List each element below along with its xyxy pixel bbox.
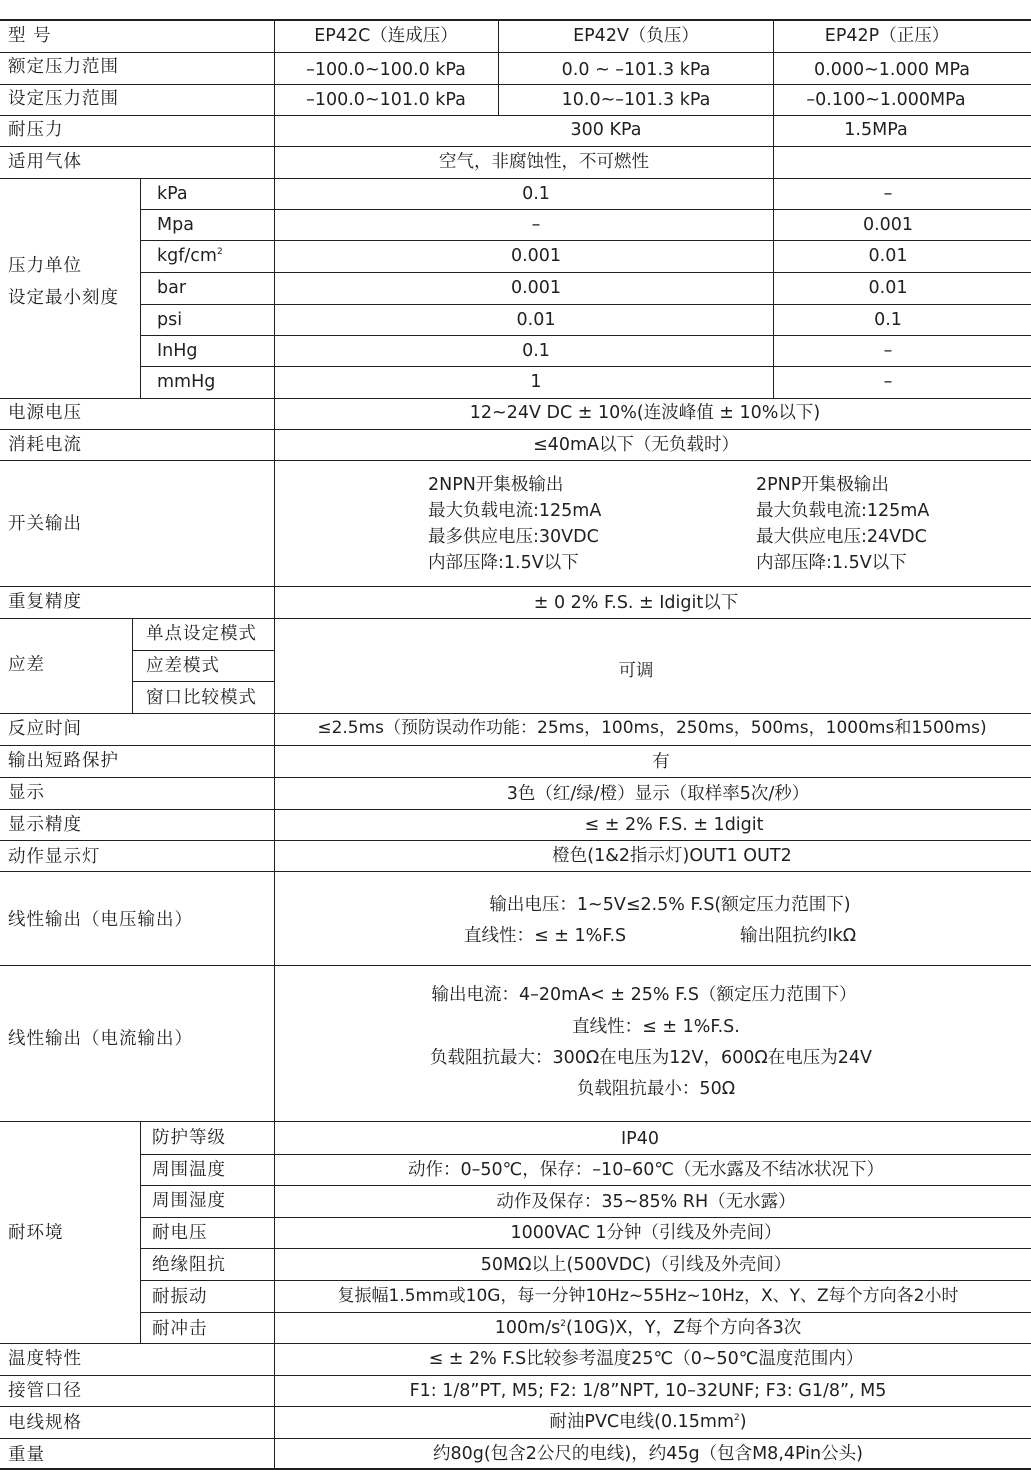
response-value: ≤2.5ms（预防误动作功能：25ms，100ms，250ms，500ms，1000ms和1500ms) (317, 718, 987, 738)
env-insulation-label: 绝缘阻抗 (152, 1255, 226, 1275)
current-value: ≤40mA以下（无负载时） (533, 435, 739, 455)
set-range-ep42c: –100.0~101.0 kPa (306, 90, 466, 110)
npn-line-1: 2NPN开集极输出 (428, 475, 564, 495)
environment-label: 耐环境 (8, 1223, 64, 1243)
short-circuit-value: 有 (652, 752, 670, 772)
indicator-label: 动作显示灯 (8, 847, 101, 867)
model-ep42v: EP42V（负压） (573, 26, 699, 46)
power-label: 电源电压 (8, 403, 82, 423)
port-label: 接管口径 (8, 1381, 82, 1401)
rated-range-ep42c: –100.0~100.0 kPa (306, 60, 466, 80)
unit-inhg-p: – (883, 341, 893, 361)
pnp-line-2: 最大负载电流:125mA (756, 501, 930, 521)
cable-label: 电线规格 (8, 1413, 82, 1433)
unit-bar-p: 0.01 (868, 278, 908, 298)
repeat-label: 重复精度 (8, 592, 82, 612)
env-humidity-label: 周围湿度 (152, 1191, 226, 1211)
env-temperature-label: 周围温度 (152, 1160, 226, 1180)
repeat-value: ± 0 2% F.S. ± Idigit以下 (533, 593, 739, 613)
port-value: F1: 1/8”PT, M5; F2: 1/8”NPT, 10–32UNF; F3: G1/8”, M5 (409, 1381, 887, 1401)
unit-bar: bar (157, 278, 187, 298)
set-range-ep42p: –0.100~1.000MPa (806, 90, 966, 110)
mode-single: 单点设定模式 (146, 624, 257, 644)
power-value: 12~24V DC ± 10%(连波峰值 ± 10%以下) (469, 403, 821, 423)
unit-bar-cv: 0.001 (510, 278, 562, 298)
weight-value: 约80g(包含2公尺的电线)，约45g（包含M8,4Pin公头) (433, 1444, 863, 1464)
set-range-label: 设定压力范围 (8, 89, 119, 109)
unit-kgf: kgf/$cm^2$ (157, 246, 223, 266)
env-temperature-value: 动作：0–50℃，保存：–10–60℃（无水露及不结冰状况下） (408, 1160, 884, 1180)
unit-kgf-cv: 0.001 (510, 246, 562, 266)
env-shock-label: 耐冲击 (152, 1319, 208, 1339)
response-label: 反应时间 (8, 719, 82, 739)
unit-mmhg-p: – (883, 372, 893, 392)
hysteresis-value: 可调 (618, 661, 654, 681)
hysteresis-label: 应差 (8, 655, 45, 675)
analog-voltage-label: 线性输出（电压输出） (8, 910, 193, 930)
model-ep42p: EP42P（正压） (824, 26, 950, 46)
units-label-line2: 设定最小刻度 (8, 288, 119, 308)
npn-line-3: 最多供应电压:30VDC (428, 527, 599, 547)
unit-mpa-p: 0.001 (862, 215, 914, 235)
set-range-ep42v: 10.0~–101.3 kPa (561, 90, 711, 110)
analog-current-line1: 输出电流：4–20mA< ± 25% F.S（额定压力范围下） (431, 985, 857, 1005)
analog-voltage-line1: 输出电压：1~5V≤2.5% F.S(额定压力范围下) (489, 895, 851, 915)
env-vibration-value: 复振幅1.5mm或10G，每一分钟10Hz~55Hz~10Hz，X、Y、Z每个方向各2小时 (337, 1286, 959, 1306)
display-accuracy-value: ≤ ± 2% F.S. ± 1digit (584, 815, 764, 835)
pnp-line-1: 2PNP开集极输出 (756, 475, 889, 495)
switch-output-label: 开关输出 (8, 514, 82, 534)
unit-psi-p: 0.1 (874, 310, 902, 330)
unit-inhg: InHg (157, 341, 198, 361)
unit-kgf-p: 0.01 (868, 246, 908, 266)
indicator-value: 橙色(1&2指示灯)OUT1 OUT2 (552, 846, 792, 866)
env-shock-value: $100m/s^2(10G)X$，Y，Z每个方向各3次 (494, 1318, 802, 1338)
analog-voltage-impedance: 输出阻抗约IkΩ (740, 926, 857, 946)
proof-pressure-cv: 300 KPa (570, 120, 642, 140)
mode-window: 窗口比较模式 (146, 688, 257, 708)
analog-voltage-linearity: 直线性：≤ ± 1%F.S (464, 926, 627, 946)
unit-mpa: Mpa (157, 215, 194, 235)
units-label-line1: 压力单位 (8, 256, 82, 276)
rated-range-ep42v: 0.0 ~ –101.3 kPa (561, 60, 711, 80)
rated-range-ep42p: 0.000~1.000 MPa (813, 60, 971, 80)
env-withstand-value: 1000VAC 1分钟（引线及外壳间） (510, 1223, 782, 1243)
unit-kpa-p: – (883, 184, 893, 204)
model-ep42c: EP42C（连成压） (314, 26, 458, 46)
npn-line-4: 内部压降:1.5V以下 (428, 553, 579, 573)
temp-char-value: ≤ ± 2% F.S比较参考温度25℃（0~50℃温度范围内） (428, 1349, 864, 1369)
env-humidity-value: 动作及保存：35~85% RH（无水露） (496, 1192, 796, 1212)
fluid-value: 空气，非腐蚀性，不可燃性 (439, 152, 649, 172)
env-protection-value: IP40 (621, 1129, 659, 1149)
unit-mmhg-cv: 1 (530, 372, 542, 392)
npn-line-2: 最大负载电流:125mA (428, 501, 602, 521)
short-circuit-label: 输出短路保护 (8, 751, 119, 771)
unit-mmhg: mmHg (157, 372, 216, 392)
env-withstand-label: 耐电压 (152, 1223, 208, 1243)
cable-value: 耐油PVC电线$(0.15mm^2)$ (549, 1412, 747, 1432)
display-accuracy-label: 显示精度 (8, 815, 82, 835)
proof-pressure-p: 1.5MPa (844, 120, 908, 140)
pnp-line-3: 最大供应电压:24VDC (756, 527, 927, 547)
temp-char-label: 温度特性 (8, 1349, 82, 1369)
current-label: 消耗电流 (8, 435, 82, 455)
analog-current-line4: 负载阻抗最小：50Ω (576, 1079, 736, 1099)
env-protection-label: 防护等级 (152, 1128, 226, 1148)
mode-hysteresis: 应差模式 (146, 656, 220, 676)
unit-psi-cv: 0.01 (516, 310, 556, 330)
unit-kpa-cv: 0.1 (522, 184, 550, 204)
pnp-line-4: 内部压降:1.5V以下 (756, 553, 907, 573)
display-label: 显示 (8, 783, 45, 803)
proof-pressure-label: 耐压力 (8, 120, 64, 140)
analog-current-line3: 负载阻抗最大：300Ω在电压为12V，600Ω在电压为24V (429, 1048, 873, 1068)
analog-current-label: 线性输出（电流输出） (8, 1029, 193, 1049)
analog-current-line2: 直线性：≤ ± 1%F.S. (572, 1017, 740, 1037)
unit-mpa-cv: – (531, 215, 541, 235)
unit-inhg-cv: 0.1 (522, 341, 550, 361)
model-label: 型 号 (8, 26, 52, 46)
unit-psi: psi (157, 310, 183, 330)
unit-kpa: kPa (157, 184, 188, 204)
weight-label: 重量 (8, 1445, 45, 1465)
fluid-label: 适用气体 (8, 152, 82, 172)
env-insulation-value: 50MΩ以上(500VDC)（引线及外壳间） (480, 1255, 792, 1275)
display-value: 3色（红/绿/橙）显示（取样率5次/秒） (506, 784, 810, 804)
env-vibration-label: 耐振动 (152, 1287, 208, 1307)
rated-range-label: 额定压力范围 (8, 57, 119, 77)
